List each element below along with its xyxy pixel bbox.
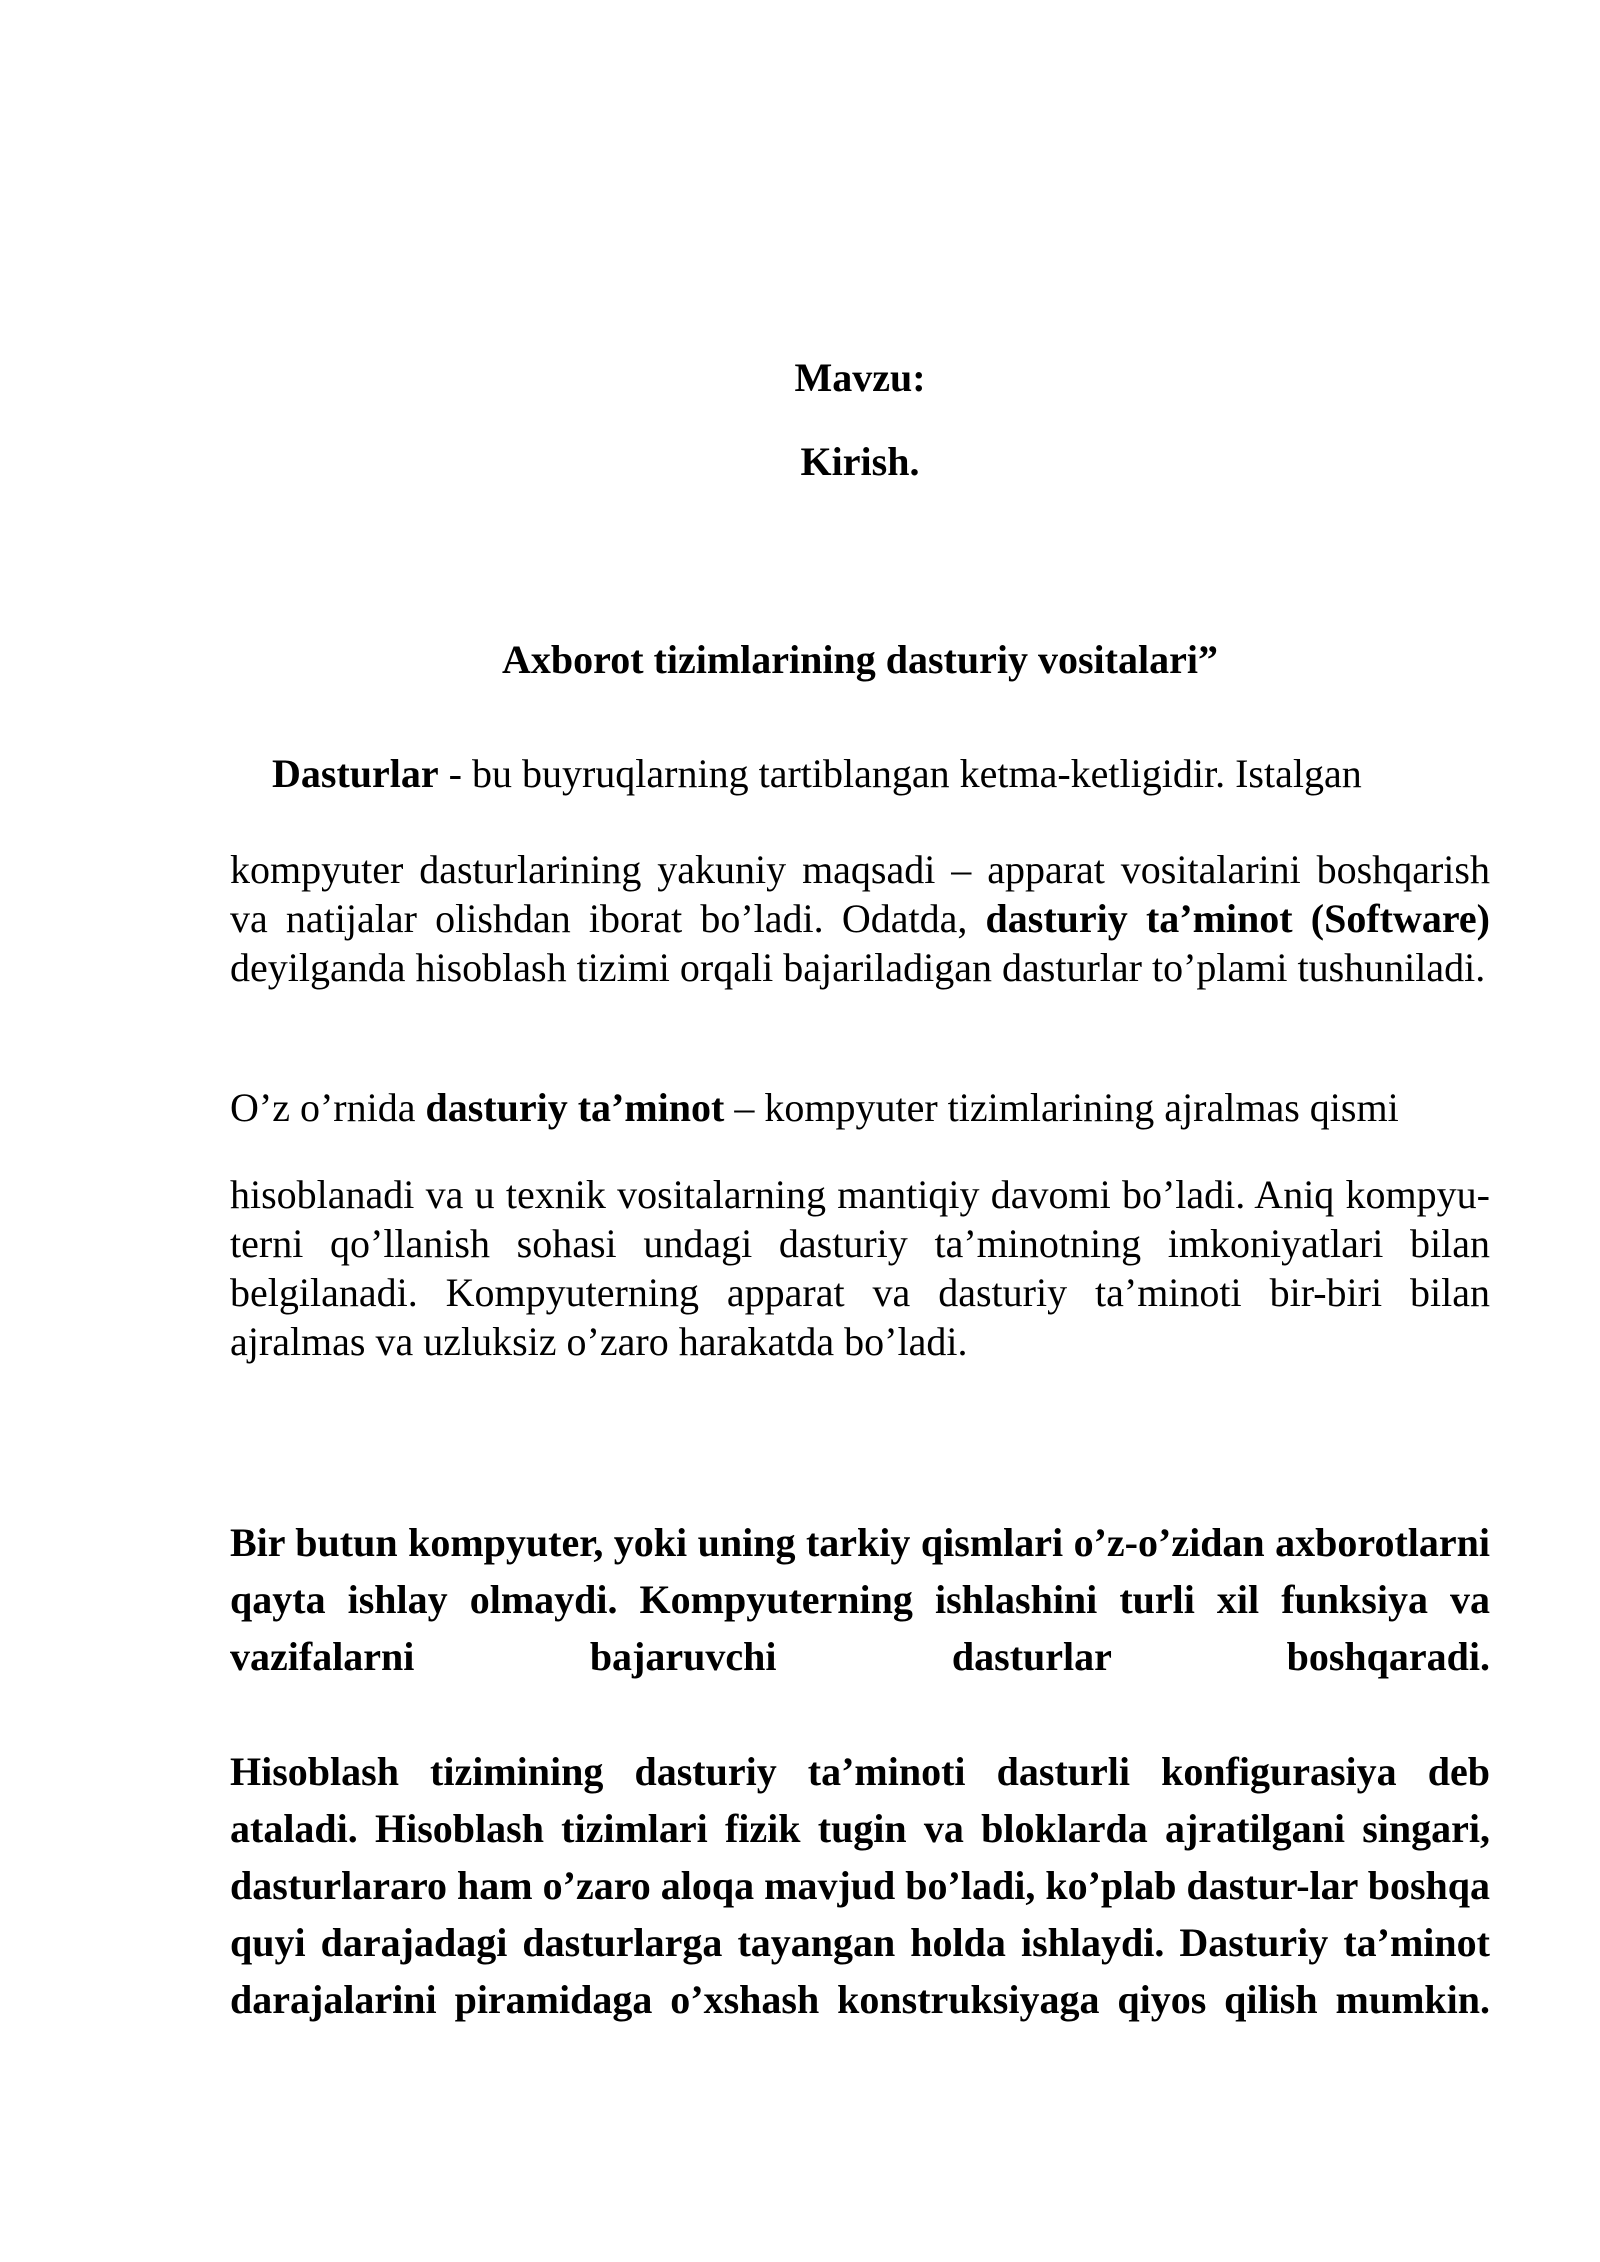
heading-mavzu: Mavzu: [794,355,926,400]
heading-kirish: Kirish. [800,439,920,484]
para1-body [230,845,1490,992]
para1-body-part1: kompyuter dasturlarining yakuniy maqsadi – apparat vositalarini boshqarish va natijalar olishdan iborat bo’ladi. Odatda, [230,847,1490,941]
para2-lead-bold: dasturiy ta’minot [425,1085,725,1130]
heading-topic: Axborot tizimlarining dasturiy vositalari” [502,637,1218,682]
para1-lead-rest: - bu buyruqlarning tartiblangan ketma-ketligidir. Istalgan [438,751,1362,796]
para1-lead-bold: Dasturlar [272,751,439,796]
para1-lead [272,749,1532,798]
para2-lead [230,1083,1490,1132]
bold-paragraph-1: Bir butun kompyuter, yoki uning tarkiy qismlari o’z-o’zidan axborotlarni qayta ishlay olmaydi. Kompyuterning ishlashini turli xil funksiya va vazifalarni bajaruvchi dasturlar boshqaradi. [230,1520,1490,1679]
para2-body: hisoblanadi va u texnik vositalarning mantiqiy davomi bo’ladi. Aniq kompyu-terni qo’llanish sohasi undagi dasturiy ta’minotning imkoniyatlari bilan belgilanadi. Kompyuterning apparat va dasturiy ta’minoti bir-biri bilan ajralmas va uzluksiz o’zaro harakatda bo’ladi. [230,1172,1490,1364]
para2-lead-after: – kompyuter tizimlarining ajralmas qismi [724,1085,1399,1130]
para1-body-bold: dasturiy ta’minot (Software) [985,896,1490,941]
para1-body-part2: deyilganda hisoblash tizimi orqali bajariladigan dasturlar to’plami tushuniladi. [230,945,1486,990]
para2-lead-before: O’z o’rnida [230,1085,426,1130]
bold-paragraph-2: Hisoblash tizimining dasturiy ta’minoti dasturli konfigurasiya deb ataladi. Hisoblash tizimlari fizik tugin va bloklarda ajratilgani singari, dasturlararo ham o’zaro aloqa mavjud bo’ladi, ko’plab dastur-lar boshqa quyi darajadagi dasturlarga tayangan holda ishlaydi. Dasturiy ta’minot darajalarini piramidaga o’xshash konstruksiyaga qiyos qilish mumkin. [230,1749,1490,2022]
